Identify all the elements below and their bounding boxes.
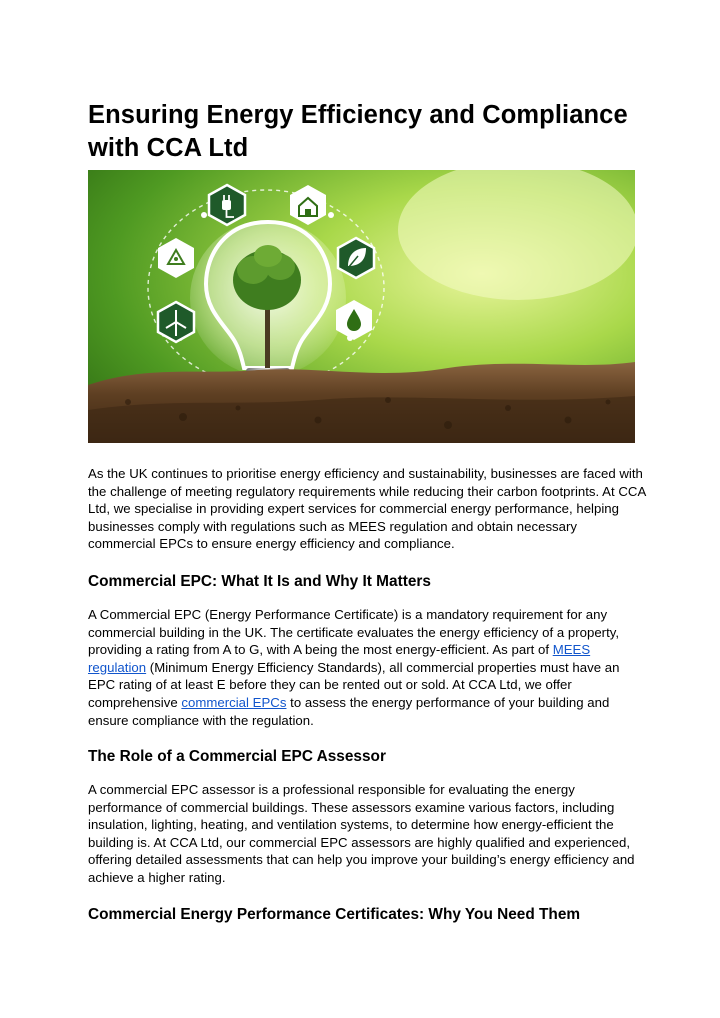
commercial-epc-text-2: (Minimum Energy Efficiency Standards), all commercial properties must have an EPC rating of at least E before they can be rented out or sold. At CCA Ltd, we offer comprehensive: [88, 659, 620, 710]
wind-turbine-icon: [158, 302, 194, 342]
commercial-epcs-link[interactable]: commercial EPCs: [181, 694, 287, 710]
commercial-epc-text-3: to assess the energy performance of your building and ensure compliance with the regulation.: [88, 694, 610, 728]
section-heading-epc-assessor: The Role of a Commercial EPC Assessor: [88, 748, 386, 765]
hero-image: [88, 170, 635, 443]
page-title: Ensuring Energy Efficiency and Compliance with CCA Ltd: [88, 101, 628, 162]
section-heading-energy-certificates: Commercial Energy Performance Certificates: Why You Need Them: [88, 906, 581, 923]
mees-regulation-link[interactable]: MEES regulation: [88, 642, 591, 675]
plug-icon: [209, 185, 245, 225]
intro-paragraph: As the UK continues to prioritise energy efficiency and sustainability, businesses are faced with the challenge of meeting regulatory requirements while reducing their carbon footprints. At CCA Ltd, we specialise in providing expert services for commercial energy performance, helping businesses comply with regulations such as MEES regulation and obtain necessary commercial EPCs to ensure energy efficiency and compliance.: [88, 466, 646, 552]
commercial-epc-paragraph: [88, 606, 648, 729]
epc-assessor-paragraph: A commercial EPC assessor is a professional responsible for evaluating the energy performance of commercial buildings. These assessors examine various factors, including insulation, lighting, heating, and ventilation systems, to determine how energy-efficient the building is. At CCA Ltd, our commercial EPC assessors are highly qualified and experienced, offering detailed assessments that can help you improve your building’s energy efficiency and achieve a higher rating.: [88, 782, 635, 885]
commercial-epc-text-1: A Commercial EPC (Energy Performance Certificate) is a mandatory requirement for any commercial building in the UK. The certificate evaluates the energy efficiency of a property, providing a rating from A to G, with A being the most energy-efficient. As part of: [88, 607, 620, 658]
leaf-icon: [338, 238, 374, 278]
section-heading-commercial-epc: Commercial EPC: What It Is and Why It Matters: [88, 573, 431, 590]
